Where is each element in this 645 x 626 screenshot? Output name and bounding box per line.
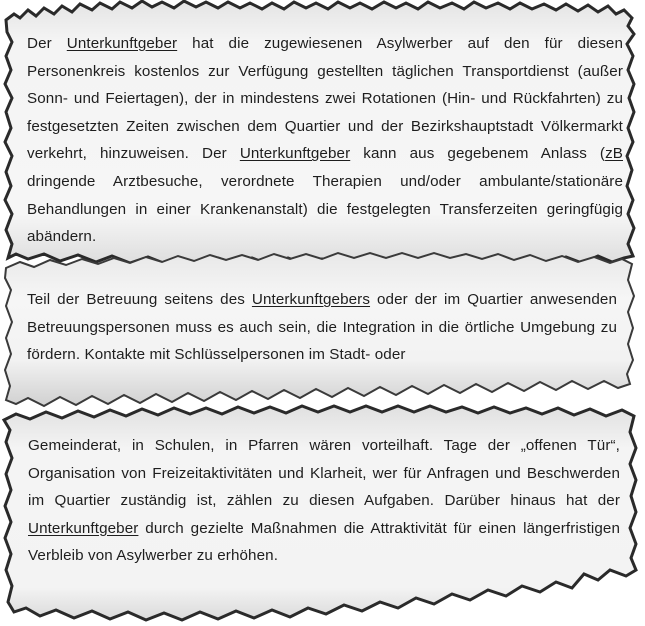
text-segment: Teil der Betreuung seitens des bbox=[27, 291, 252, 308]
text-segment: oder der im Quartier anwesenden Betreuungspersonen muss es auch sein, die Integration in die örtliche Umgebung zu fördern. Kontakte mit Schlüsselpersonen im Stadt- oder bbox=[27, 291, 617, 364]
text-segment: dringende Arztbesuche, verordnete Therapien und/oder ambulante/stationäre Behandlungen in einer Krankenanstalt) die festgelegten Transferzeiten geringfügig abändern. bbox=[27, 172, 623, 246]
text-segment: hat die zugewiesenen Asylwerber auf den für diesen Personenkreis kostenlos zur Verfügung gestellten täglichen Transportdienst (außer Sonn- und Feiertagen), der in mindestens zwei Rotationen (Hin- und Rückfahrten) zu festgesetzten Zeiten zwischen dem Quartier und der Bezirkshauptstadt Völkermarkt verkehrt, hinzuweisen. Der bbox=[27, 35, 624, 163]
paragraph-3 bbox=[28, 432, 620, 570]
paper-fragment-1 bbox=[0, 0, 645, 275]
underlined-term: Unterkunftgeber bbox=[28, 519, 139, 537]
text-segment: kann aus gegebenem Anlass ( bbox=[350, 145, 606, 163]
paragraph-1 bbox=[27, 30, 623, 251]
underlined-term: Unterkunftgeber bbox=[239, 145, 351, 163]
text-segment: durch gezielte Maßnahmen die Attraktivität für einen längerfristigen Verbleib von Asylwerber zu erhöhen. bbox=[28, 519, 620, 565]
underlined-term: Unterkunftgebers bbox=[251, 291, 371, 308]
text-segment: Gemeinderat, in Schulen, in Pfarren wären vorteilhaft. Tage der „offenen Tür“, Organisation von Freizeitaktivitäten und Klarheit, wer für Anfragen und Beschwerden im Quartier zuständig ist, zählen zu diesen Aufgaben. Darüber hinaus hat der bbox=[28, 437, 620, 510]
paper-fragment-3 bbox=[0, 398, 645, 626]
underlined-term: Unterkunftgeber bbox=[66, 35, 178, 52]
text-segment: Der bbox=[27, 35, 67, 52]
underlined-abbreviation: zB bbox=[605, 145, 623, 163]
paragraph-2 bbox=[27, 286, 617, 369]
